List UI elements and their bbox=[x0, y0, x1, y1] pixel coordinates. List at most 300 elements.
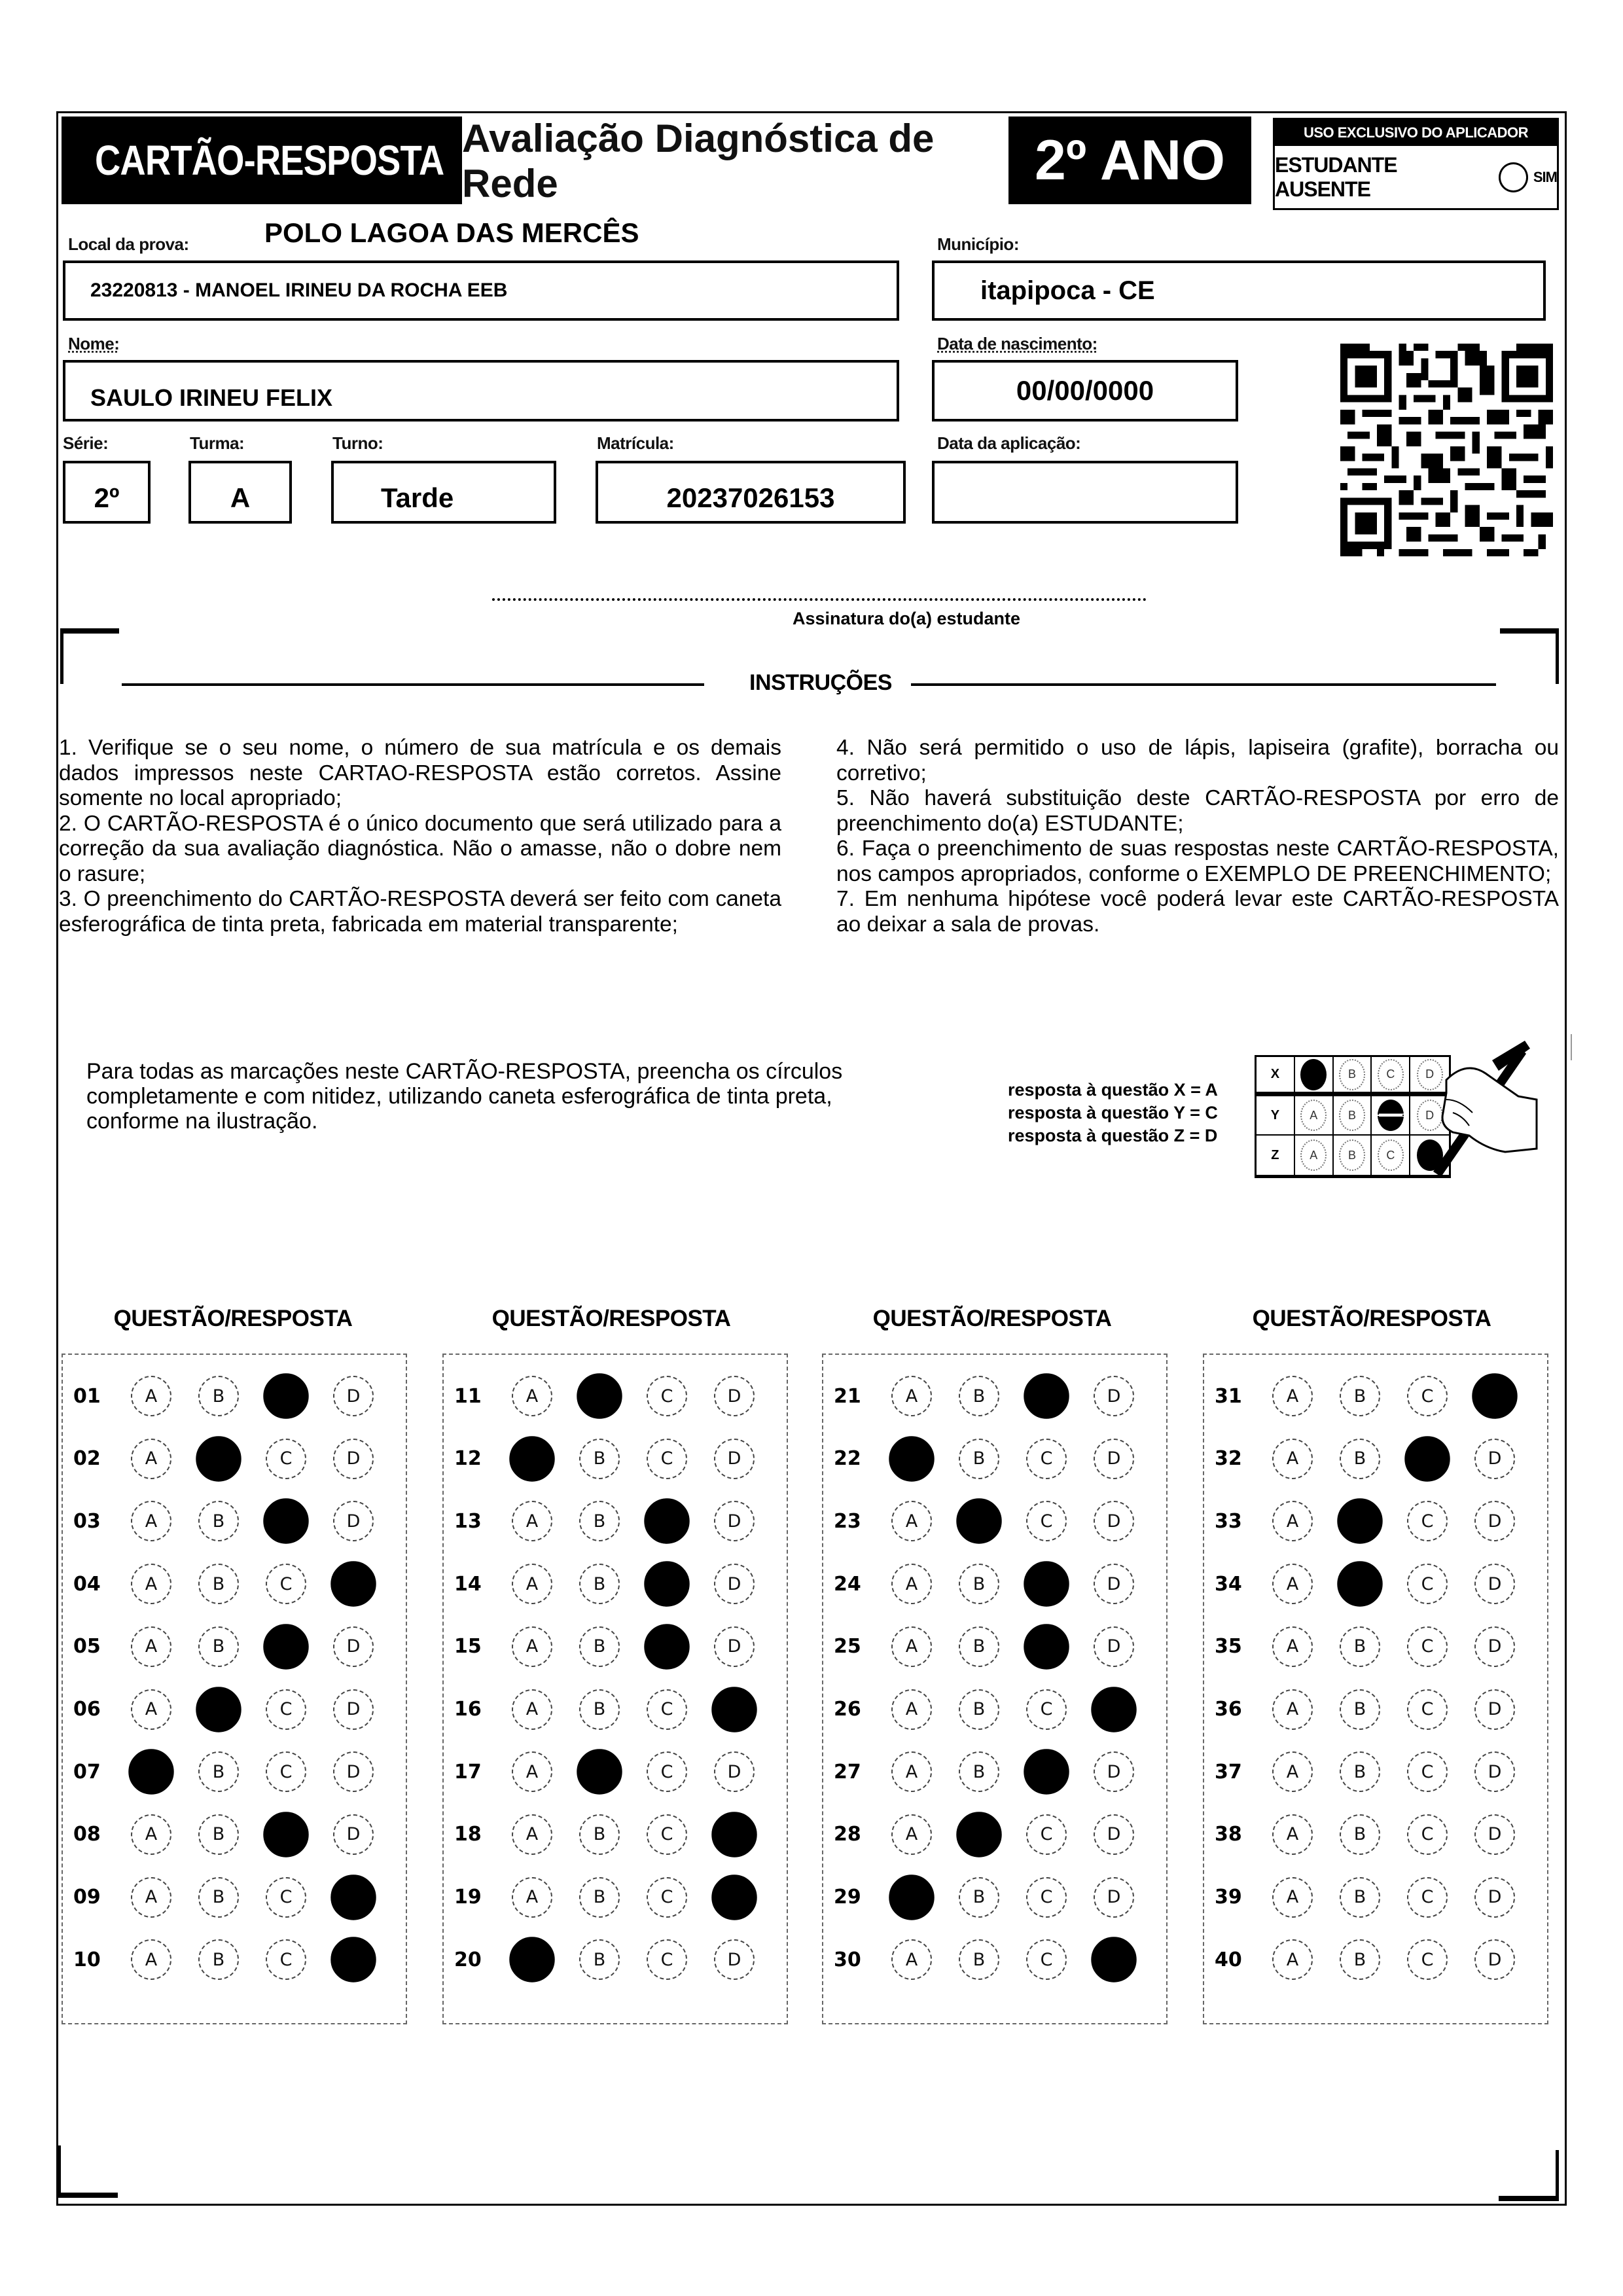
answer-bubble-d[interactable]: D bbox=[1474, 1939, 1515, 1980]
answer-bubble-a[interactable]: A bbox=[891, 1939, 932, 1980]
question-number: 23 bbox=[834, 1509, 861, 1533]
column-title-1: QUESTÃO/RESPOSTA bbox=[113, 1306, 353, 1331]
question-row bbox=[823, 1617, 1166, 1676]
example-bubble: A bbox=[1300, 1100, 1327, 1131]
answer-bubble-d[interactable] bbox=[330, 1561, 376, 1606]
answer-bubble-c[interactable]: C bbox=[1407, 1376, 1448, 1416]
answer-bubble-a[interactable]: A bbox=[891, 1564, 932, 1604]
municipio-field bbox=[932, 260, 1546, 321]
example-bubble: D bbox=[1417, 1100, 1443, 1131]
answer-bubble-d[interactable]: D bbox=[333, 1376, 374, 1416]
example-cell bbox=[1295, 1096, 1334, 1134]
instruction-item: 5. Não haverá substituição deste CARTÃO-RESPOSTA por erro de preenchimento do(a) ESTUDANTE; bbox=[836, 786, 1559, 836]
example-bubble bbox=[1378, 1100, 1404, 1131]
question-number: 33 bbox=[1215, 1509, 1242, 1533]
answer-bubble-a[interactable]: A bbox=[1272, 1939, 1313, 1980]
example-cell bbox=[1372, 1136, 1410, 1175]
answer-bubble-b[interactable]: B bbox=[1340, 1626, 1380, 1667]
answer-bubble-b[interactable]: B bbox=[579, 1564, 620, 1604]
grade-badge: 2º ANO bbox=[1008, 117, 1251, 204]
answer-bubble-a[interactable]: A bbox=[131, 1376, 171, 1416]
question-row bbox=[1204, 1805, 1547, 1864]
matricula-value: 20237026153 bbox=[666, 482, 835, 513]
answer-bubble-d[interactable]: D bbox=[1094, 1564, 1134, 1604]
question-row bbox=[444, 1367, 787, 1426]
answer-bubble-d[interactable]: D bbox=[1474, 1439, 1515, 1479]
answer-bubble-b[interactable]: B bbox=[198, 1564, 239, 1604]
question-row bbox=[1204, 1930, 1547, 1989]
answer-bubble-c[interactable] bbox=[644, 1561, 689, 1606]
answer-bubble-d[interactable]: D bbox=[1474, 1814, 1515, 1855]
absent-label: ESTUDANTE AUSENTE bbox=[1275, 152, 1397, 201]
answer-bubble-b[interactable]: B bbox=[1340, 1877, 1380, 1918]
answer-bubble-d[interactable]: D bbox=[1474, 1626, 1515, 1667]
question-number: 32 bbox=[1215, 1447, 1242, 1471]
exam-name: Avaliação Diagnóstica de Rede bbox=[462, 117, 935, 206]
answer-bubble-b[interactable] bbox=[1337, 1499, 1382, 1544]
question-row bbox=[444, 1554, 787, 1613]
answer-bubble-b[interactable]: B bbox=[198, 1939, 239, 1980]
answer-bubble-d[interactable]: D bbox=[714, 1626, 755, 1667]
answer-bubble-a[interactable]: A bbox=[1272, 1564, 1313, 1604]
example-bubble: B bbox=[1339, 1100, 1365, 1131]
signature-line[interactable] bbox=[492, 598, 1147, 601]
answer-bubble-a[interactable]: A bbox=[1272, 1439, 1313, 1479]
turno-value: Tarde bbox=[381, 482, 454, 513]
answer-bubble-c[interactable]: C bbox=[266, 1439, 306, 1479]
answer-bubble-d[interactable]: D bbox=[1094, 1376, 1134, 1416]
answer-bubble-a[interactable]: A bbox=[131, 1626, 171, 1667]
answer-bubble-c[interactable]: C bbox=[647, 1939, 687, 1980]
answer-bubble-c[interactable]: C bbox=[647, 1689, 687, 1730]
question-number: 02 bbox=[73, 1447, 101, 1471]
question-number: 09 bbox=[73, 1886, 101, 1909]
answer-bubble-c[interactable]: C bbox=[1407, 1564, 1448, 1604]
instruction-item: 1. Verifique se o seu nome, o número de sua matrícula e os demais dados impressos neste CARTAO-RESPOSTA estão corretos. Assine somente no local apropriado; bbox=[59, 736, 781, 810]
question-row bbox=[444, 1742, 787, 1801]
answer-bubble-b[interactable] bbox=[196, 1687, 241, 1732]
answer-bubble-b[interactable]: B bbox=[959, 1564, 999, 1604]
answer-bubble-d[interactable] bbox=[1472, 1373, 1517, 1418]
question-number: 16 bbox=[454, 1698, 482, 1721]
answer-bubble-d[interactable] bbox=[1091, 1687, 1136, 1732]
answer-bubble-d[interactable]: D bbox=[1474, 1564, 1515, 1604]
answer-bubble-d[interactable] bbox=[330, 1937, 376, 1982]
question-number: 15 bbox=[454, 1635, 482, 1659]
question-number: 08 bbox=[73, 1823, 101, 1846]
answer-bubble-c[interactable]: C bbox=[1026, 1689, 1067, 1730]
question-number: 39 bbox=[1215, 1886, 1242, 1909]
answer-bubble-b[interactable]: B bbox=[579, 1814, 620, 1855]
school-value: 23220813 - MANOEL IRINEU DA ROCHA EEB bbox=[90, 279, 508, 301]
answer-bubble-a[interactable]: A bbox=[131, 1501, 171, 1541]
example-line: resposta à questão Y = C bbox=[1008, 1103, 1218, 1122]
example-cell bbox=[1334, 1136, 1372, 1175]
answer-bubble-a[interactable]: A bbox=[891, 1501, 932, 1541]
question-row bbox=[1204, 1367, 1547, 1426]
answer-bubble-a[interactable]: A bbox=[512, 1626, 552, 1667]
example-bubble: C bbox=[1378, 1059, 1404, 1090]
answer-bubble-a[interactable]: A bbox=[1272, 1814, 1313, 1855]
answer-bubble-c[interactable]: C bbox=[1026, 1939, 1067, 1980]
question-row bbox=[444, 1429, 787, 1488]
answer-bubble-b[interactable] bbox=[577, 1749, 622, 1794]
answer-bubble-a[interactable]: A bbox=[1272, 1626, 1313, 1667]
answer-bubble-d[interactable]: D bbox=[333, 1439, 374, 1479]
fill-instructions: Para todas as marcações neste CARTÃO-RESPOSTA, preencha os círculos completamente e com nitidez, utilizando caneta esferográfica de tinta preta, conforme na ilustração. bbox=[86, 1059, 843, 1134]
example-cell bbox=[1295, 1136, 1334, 1175]
answer-bubble-b[interactable]: B bbox=[579, 1877, 620, 1918]
answer-bubble-c[interactable]: C bbox=[266, 1939, 306, 1980]
answer-bubble-c[interactable]: C bbox=[1407, 1689, 1448, 1730]
answer-bubble-d[interactable]: D bbox=[333, 1626, 374, 1667]
answer-bubble-a[interactable] bbox=[509, 1436, 554, 1481]
answer-bubble-c[interactable]: C bbox=[1407, 1751, 1448, 1792]
question-row bbox=[823, 1930, 1166, 1989]
answer-bubble-b[interactable]: B bbox=[959, 1877, 999, 1918]
answer-bubble-a[interactable]: A bbox=[512, 1689, 552, 1730]
example-cell bbox=[1334, 1096, 1372, 1134]
question-number: 19 bbox=[454, 1886, 482, 1909]
question-row bbox=[63, 1492, 406, 1551]
answer-bubble-d[interactable]: D bbox=[714, 1751, 755, 1792]
question-row bbox=[823, 1742, 1166, 1801]
answer-bubble-a[interactable]: A bbox=[512, 1751, 552, 1792]
question-number: 01 bbox=[73, 1384, 101, 1408]
answer-bubble-d[interactable]: D bbox=[714, 1939, 755, 1980]
birthdate-value: 00/00/0000 bbox=[1016, 375, 1154, 406]
answer-bubble-b[interactable]: B bbox=[579, 1626, 620, 1667]
instruction-item: 3. O preenchimento do CARTÃO-RESPOSTA deverá ser feito com caneta esferográfica de tinta preta, fabricada em material transparente; bbox=[59, 887, 781, 937]
answer-bubble-a[interactable]: A bbox=[891, 1751, 932, 1792]
answer-bubble-c[interactable]: C bbox=[647, 1814, 687, 1855]
turma-label: Turma: bbox=[190, 433, 245, 453]
answer-bubble-a[interactable]: A bbox=[131, 1564, 171, 1604]
answer-bubble-d[interactable] bbox=[711, 1874, 757, 1920]
answer-bubble-d[interactable]: D bbox=[1094, 1439, 1134, 1479]
example-cell bbox=[1295, 1057, 1334, 1092]
answer-bubble-b[interactable]: B bbox=[1340, 1439, 1380, 1479]
question-number: 12 bbox=[454, 1447, 482, 1471]
question-row bbox=[63, 1680, 406, 1739]
turma-value: A bbox=[230, 482, 251, 513]
answer-bubble-d[interactable]: D bbox=[333, 1689, 374, 1730]
answer-bubble-c[interactable]: C bbox=[266, 1564, 306, 1604]
turno-field bbox=[331, 461, 556, 524]
question-number: 14 bbox=[454, 1572, 482, 1596]
example-bubble: A bbox=[1300, 1139, 1327, 1171]
answer-bubble-a[interactable]: A bbox=[1272, 1689, 1313, 1730]
answer-bubble-b[interactable]: B bbox=[579, 1939, 620, 1980]
qr-code-icon bbox=[1340, 344, 1553, 556]
answer-bubble-a[interactable] bbox=[509, 1937, 554, 1982]
answer-bubble-d[interactable]: D bbox=[714, 1501, 755, 1541]
question-number: 31 bbox=[1215, 1384, 1242, 1408]
answer-bubble-c[interactable]: C bbox=[1407, 1501, 1448, 1541]
question-number: 06 bbox=[73, 1698, 101, 1721]
question-number: 11 bbox=[454, 1384, 482, 1408]
registration-mark-bottom-right bbox=[1499, 2150, 1559, 2201]
answer-bubble-c[interactable] bbox=[1024, 1373, 1069, 1418]
question-row bbox=[444, 1930, 787, 1989]
question-row bbox=[1204, 1742, 1547, 1801]
answer-bubble-d[interactable]: D bbox=[1474, 1877, 1515, 1918]
question-row bbox=[444, 1868, 787, 1927]
answer-bubble-d[interactable] bbox=[330, 1874, 376, 1920]
question-number: 07 bbox=[73, 1760, 101, 1784]
municipio-label: Município: bbox=[937, 234, 1019, 254]
answer-bubble-b[interactable]: B bbox=[198, 1877, 239, 1918]
question-number: 03 bbox=[73, 1509, 101, 1533]
answer-column-4 bbox=[1203, 1354, 1548, 2024]
card-title: CARTÃO-RESPOSTA bbox=[95, 137, 444, 184]
answer-bubble-d[interactable]: D bbox=[1094, 1751, 1134, 1792]
applicator-box bbox=[1273, 118, 1559, 210]
answer-bubble-d[interactable] bbox=[711, 1812, 757, 1857]
municipio-value: itapipoca - CE bbox=[980, 276, 1155, 305]
answer-bubble-c[interactable] bbox=[1024, 1561, 1069, 1606]
answer-bubble-d[interactable] bbox=[1091, 1937, 1136, 1982]
answer-bubble-d[interactable]: D bbox=[714, 1376, 755, 1416]
instructions-left-column bbox=[59, 736, 781, 937]
school-field bbox=[63, 260, 899, 321]
question-number: 21 bbox=[834, 1384, 861, 1408]
question-number: 04 bbox=[73, 1572, 101, 1596]
answer-bubble-b[interactable] bbox=[956, 1499, 1001, 1544]
example-bubble: B bbox=[1339, 1139, 1365, 1171]
answer-bubble-c[interactable] bbox=[263, 1812, 308, 1857]
question-row bbox=[63, 1429, 406, 1488]
example-cell bbox=[1372, 1096, 1410, 1134]
answer-bubble-c[interactable] bbox=[1024, 1749, 1069, 1794]
question-number: 30 bbox=[834, 1948, 861, 1971]
answer-bubble-b[interactable]: B bbox=[198, 1814, 239, 1855]
answer-bubble-a[interactable]: A bbox=[1272, 1376, 1313, 1416]
column-title-3: QUESTÃO/RESPOSTA bbox=[872, 1306, 1112, 1331]
answer-bubble-a[interactable]: A bbox=[512, 1814, 552, 1855]
answer-bubble-a[interactable]: A bbox=[131, 1877, 171, 1918]
question-number: 18 bbox=[454, 1823, 482, 1846]
example-cell bbox=[1334, 1057, 1372, 1092]
question-row bbox=[823, 1868, 1166, 1927]
question-row bbox=[1204, 1554, 1547, 1613]
answer-column-2 bbox=[442, 1354, 788, 2024]
answer-bubble-a[interactable]: A bbox=[1272, 1877, 1313, 1918]
question-row bbox=[823, 1492, 1166, 1551]
question-row bbox=[63, 1868, 406, 1927]
answer-bubble-d[interactable]: D bbox=[1094, 1814, 1134, 1855]
question-row bbox=[63, 1554, 406, 1613]
column-title-4: QUESTÃO/RESPOSTA bbox=[1252, 1306, 1491, 1331]
serie-value: 2º bbox=[94, 482, 120, 513]
answer-bubble-c[interactable] bbox=[263, 1499, 308, 1544]
answer-bubble-b[interactable]: B bbox=[198, 1751, 239, 1792]
answer-bubble-b[interactable]: B bbox=[1340, 1751, 1380, 1792]
answer-bubble-b[interactable] bbox=[196, 1436, 241, 1481]
answer-bubble-d[interactable]: D bbox=[333, 1501, 374, 1541]
answer-bubble-b[interactable]: B bbox=[959, 1626, 999, 1667]
answer-bubble-d[interactable]: D bbox=[1474, 1501, 1515, 1541]
instructions-rule-right bbox=[911, 683, 1496, 686]
answer-bubble-b[interactable]: B bbox=[579, 1439, 620, 1479]
answer-bubble-c[interactable]: C bbox=[266, 1877, 306, 1918]
question-row bbox=[823, 1367, 1166, 1426]
question-number: 24 bbox=[834, 1572, 861, 1596]
serie-label: Série: bbox=[63, 433, 109, 453]
answer-bubble-a[interactable]: A bbox=[131, 1689, 171, 1730]
question-row bbox=[823, 1429, 1166, 1488]
question-row bbox=[63, 1930, 406, 1989]
answer-bubble-b[interactable]: B bbox=[959, 1689, 999, 1730]
answer-bubble-b[interactable] bbox=[956, 1812, 1001, 1857]
answer-bubble-c[interactable] bbox=[1404, 1436, 1450, 1481]
question-number: 10 bbox=[73, 1948, 101, 1971]
answer-bubble-b[interactable]: B bbox=[959, 1439, 999, 1479]
example-bubble bbox=[1300, 1059, 1327, 1090]
answer-bubble-b[interactable]: B bbox=[579, 1689, 620, 1730]
answer-bubble-b[interactable]: B bbox=[1340, 1689, 1380, 1730]
question-number: 40 bbox=[1215, 1948, 1242, 1971]
question-row bbox=[444, 1805, 787, 1864]
nome-value: SAULO IRINEU FELIX bbox=[90, 384, 333, 411]
application-date-label: Data da aplicação: bbox=[937, 433, 1081, 453]
answer-bubble-a[interactable]: A bbox=[131, 1939, 171, 1980]
turma-field bbox=[188, 461, 292, 524]
column-title-2: QUESTÃO/RESPOSTA bbox=[491, 1306, 731, 1331]
answer-bubble-a[interactable] bbox=[128, 1749, 173, 1794]
answer-bubble-d[interactable]: D bbox=[1094, 1877, 1134, 1918]
answer-bubble-c[interactable] bbox=[1024, 1624, 1069, 1669]
answer-bubble-c[interactable]: C bbox=[647, 1877, 687, 1918]
answer-bubble-c[interactable]: C bbox=[1026, 1814, 1067, 1855]
answer-bubble-c[interactable]: C bbox=[647, 1376, 687, 1416]
answer-bubble-c[interactable]: C bbox=[647, 1439, 687, 1479]
birthdate-label: Data de nascimento: bbox=[937, 334, 1097, 353]
answer-column-3 bbox=[822, 1354, 1168, 2024]
signature-label: Assinatura do(a) estudante bbox=[792, 609, 1021, 628]
question-number: 35 bbox=[1215, 1635, 1242, 1659]
example-row-label: Y bbox=[1257, 1096, 1295, 1134]
answer-bubble-a[interactable] bbox=[889, 1436, 934, 1481]
nome-label: Nome: bbox=[68, 334, 120, 353]
question-number: 28 bbox=[834, 1823, 861, 1846]
question-row bbox=[823, 1805, 1166, 1864]
question-number: 34 bbox=[1215, 1572, 1242, 1596]
answer-bubble-a[interactable]: A bbox=[1272, 1501, 1313, 1541]
answer-bubble-b[interactable]: B bbox=[1340, 1814, 1380, 1855]
question-number: 29 bbox=[834, 1886, 861, 1909]
answer-bubble-c[interactable] bbox=[644, 1624, 689, 1669]
question-number: 17 bbox=[454, 1760, 482, 1784]
answer-bubble-b[interactable] bbox=[1337, 1561, 1382, 1606]
instructions-title: INSTRUÇÕES bbox=[749, 670, 892, 695]
answer-bubble-c[interactable]: C bbox=[1026, 1877, 1067, 1918]
question-number: 05 bbox=[73, 1635, 101, 1659]
answer-bubble-b[interactable] bbox=[577, 1373, 622, 1418]
answer-bubble-a[interactable]: A bbox=[1272, 1751, 1313, 1792]
answer-bubble-c[interactable] bbox=[263, 1373, 308, 1418]
nome-field bbox=[63, 360, 899, 422]
answer-bubble-c[interactable] bbox=[644, 1499, 689, 1544]
answer-bubble-b[interactable]: B bbox=[198, 1376, 239, 1416]
answer-bubble-b[interactable]: B bbox=[198, 1626, 239, 1667]
matricula-field bbox=[596, 461, 906, 524]
local-label: Local da prova: bbox=[68, 234, 189, 254]
answer-bubble-a[interactable]: A bbox=[891, 1376, 932, 1416]
answer-bubble-a[interactable]: A bbox=[891, 1814, 932, 1855]
answer-bubble-c[interactable]: C bbox=[1026, 1501, 1067, 1541]
answer-bubble-a[interactable]: A bbox=[512, 1564, 552, 1604]
answer-bubble-c[interactable]: C bbox=[266, 1751, 306, 1792]
question-row bbox=[1204, 1617, 1547, 1676]
answer-bubble-b[interactable]: B bbox=[1340, 1939, 1380, 1980]
question-number: 26 bbox=[834, 1698, 861, 1721]
answer-bubble-a[interactable]: A bbox=[131, 1814, 171, 1855]
answer-bubble-d[interactable]: D bbox=[714, 1564, 755, 1604]
answer-bubble-a[interactable]: A bbox=[512, 1376, 552, 1416]
question-row bbox=[444, 1680, 787, 1739]
answer-bubble-b[interactable]: B bbox=[198, 1501, 239, 1541]
answer-bubble-a[interactable]: A bbox=[891, 1689, 932, 1730]
absent-option-label: SIM bbox=[1533, 168, 1557, 185]
answer-bubble-d[interactable]: D bbox=[1474, 1751, 1515, 1792]
answer-bubble-b[interactable]: B bbox=[959, 1939, 999, 1980]
answer-bubble-a[interactable]: A bbox=[512, 1877, 552, 1918]
answer-bubble-b[interactable]: B bbox=[579, 1501, 620, 1541]
application-date-field[interactable] bbox=[932, 461, 1238, 524]
turno-label: Turno: bbox=[332, 433, 383, 453]
answer-bubble-d[interactable]: D bbox=[1474, 1689, 1515, 1730]
example-line: resposta à questão X = A bbox=[1008, 1080, 1218, 1100]
question-number: 22 bbox=[834, 1447, 861, 1471]
answer-column-1 bbox=[62, 1354, 407, 2024]
example-row-label: Z bbox=[1257, 1136, 1295, 1175]
answer-bubble-c[interactable]: C bbox=[1026, 1439, 1067, 1479]
answer-bubble-a[interactable]: A bbox=[131, 1439, 171, 1479]
example-cell bbox=[1372, 1057, 1410, 1092]
answer-bubble-c[interactable]: C bbox=[1407, 1877, 1448, 1918]
answer-bubble-d[interactable]: D bbox=[714, 1439, 755, 1479]
answer-bubble-a[interactable] bbox=[889, 1874, 934, 1920]
answer-bubble-c[interactable]: C bbox=[1407, 1939, 1448, 1980]
question-number: 36 bbox=[1215, 1698, 1242, 1721]
answer-bubble-c[interactable]: C bbox=[647, 1751, 687, 1792]
answer-bubble-a[interactable]: A bbox=[891, 1626, 932, 1667]
question-row bbox=[1204, 1868, 1547, 1927]
answer-bubble-c[interactable] bbox=[263, 1624, 308, 1669]
registration-mark-bottom-left bbox=[58, 2145, 118, 2198]
question-row bbox=[1204, 1680, 1547, 1739]
question-row bbox=[444, 1492, 787, 1551]
answer-bubble-c[interactable]: C bbox=[266, 1689, 306, 1730]
question-row bbox=[63, 1742, 406, 1801]
answer-bubble-d[interactable]: D bbox=[333, 1751, 374, 1792]
answer-bubble-d[interactable]: D bbox=[1094, 1626, 1134, 1667]
question-row bbox=[1204, 1429, 1547, 1488]
answer-bubble-b[interactable]: B bbox=[959, 1376, 999, 1416]
question-row bbox=[823, 1554, 1166, 1613]
answer-bubble-b[interactable]: B bbox=[959, 1751, 999, 1792]
answer-bubble-b[interactable]: B bbox=[1340, 1376, 1380, 1416]
absent-bubble[interactable] bbox=[1499, 162, 1528, 192]
answer-bubble-a[interactable]: A bbox=[512, 1501, 552, 1541]
answer-bubble-d[interactable] bbox=[711, 1687, 757, 1732]
answer-bubble-c[interactable]: C bbox=[1407, 1626, 1448, 1667]
answer-bubble-d[interactable]: D bbox=[1094, 1501, 1134, 1541]
serie-field bbox=[63, 461, 151, 524]
answer-bubble-d[interactable]: D bbox=[333, 1814, 374, 1855]
answer-bubble-c[interactable]: C bbox=[1407, 1814, 1448, 1855]
